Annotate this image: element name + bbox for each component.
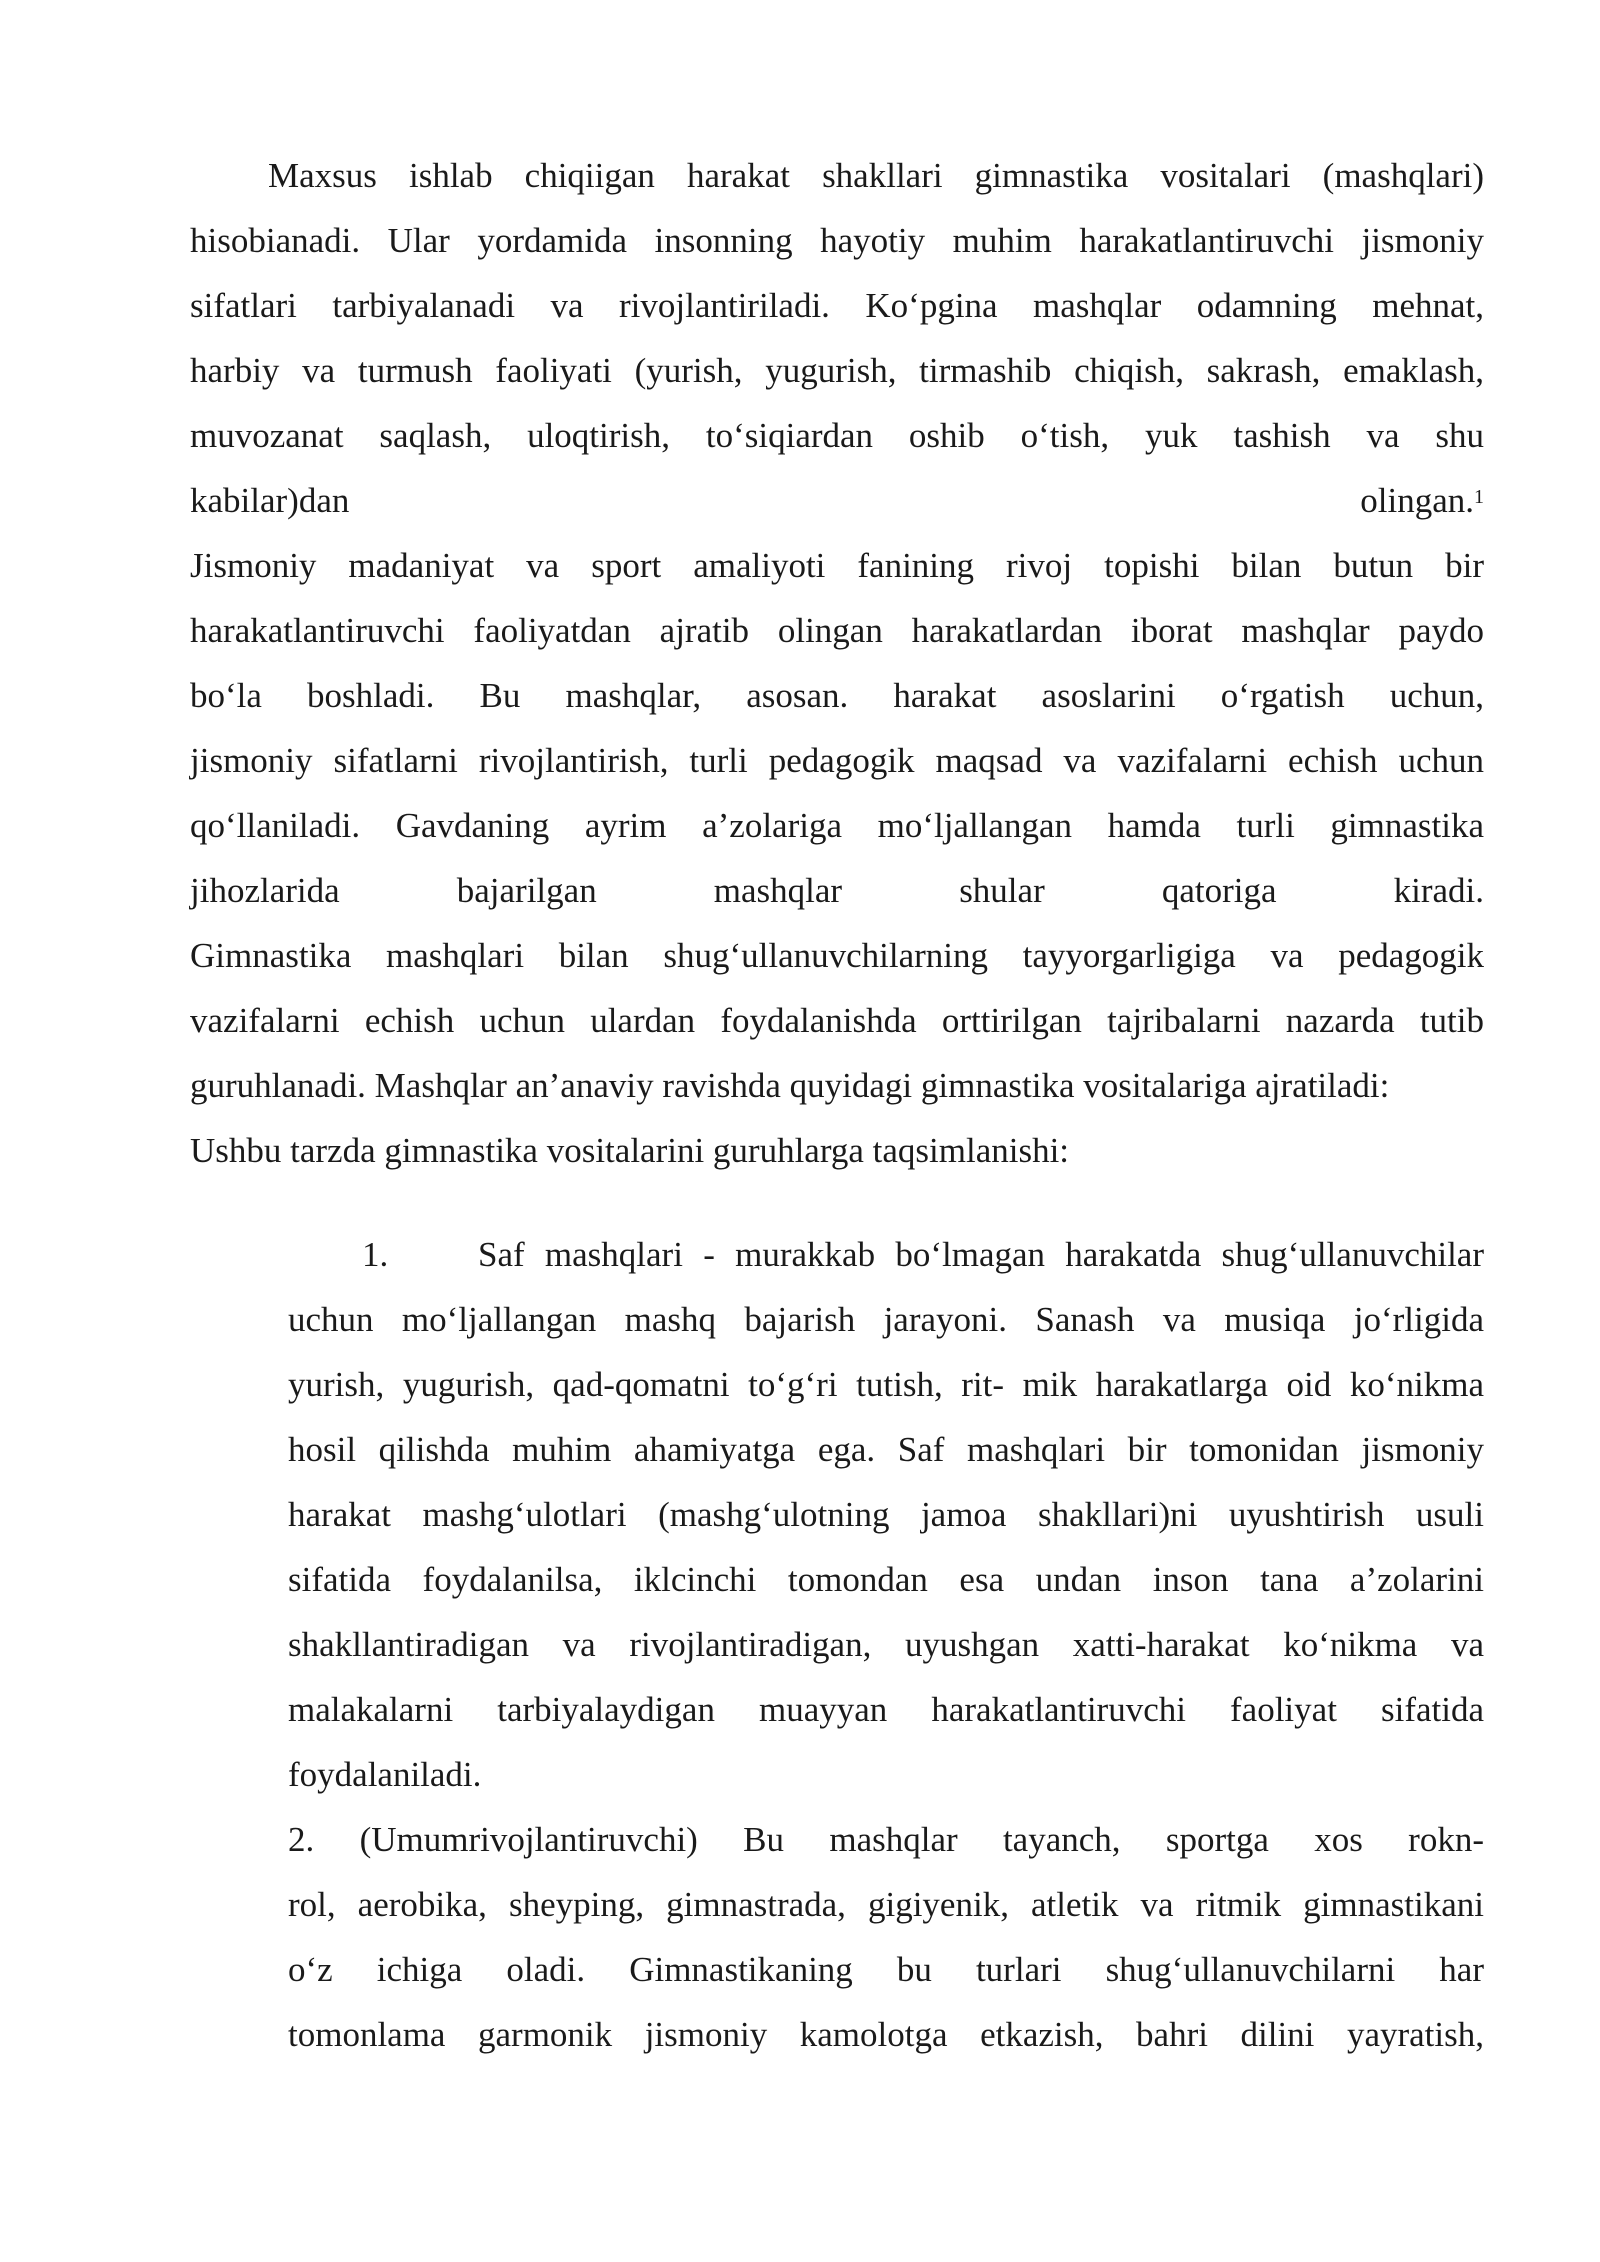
footnote-marker[interactable]: 1 xyxy=(1474,486,1484,508)
list-item-text: malakalarni tarbiyalaydigan muayyan harakatlantiruvchi faoliyat sifatida xyxy=(288,1690,1484,1729)
text-line: guruhlanadi. Mashqlar an’anaviy ravishda quyidagi gimnastika vositalariga ajratiladi: xyxy=(190,1066,1390,1105)
list-item-text: o‘z ichiga oladi. Gimnastikaning bu turlari shug‘ullanuvchilarni har xyxy=(288,1950,1484,1989)
text-line: harbiy va turmush faoliyati (yurish, yugurish, tirmashib chiqish, sakrash, emaklash, xyxy=(190,351,1484,390)
text-fragment: olingan. xyxy=(1360,481,1474,520)
text-line: sifatlari tarbiyalanadi va rivojlantiriladi. Ko‘pgina mashqlar odamning mehnat, xyxy=(190,286,1484,325)
text-line: vazifalarni echish uchun ulardan foydalanishda orttirilgan tajribalarni nazarda tutib xyxy=(190,1001,1484,1040)
list-item-text: uchun mo‘ljallangan mashq bajarish jarayoni. Sanash va musiqa jo‘rligida xyxy=(288,1300,1484,1339)
text-line: muvozanat saqlash, uloqtirish, to‘siqiardan oshib o‘tish, yuk tashish va shu xyxy=(190,416,1484,455)
text-line: Gimnastika mashqlari bilan shug‘ullanuvchilarning tayyorgarligiga va pedagogik xyxy=(190,936,1484,975)
text-line: qo‘llaniladi. Gavdaning ayrim a’zolariga mo‘ljallangan hamda turli gimnastika xyxy=(190,806,1484,845)
text-line-start: kabilar)dan xyxy=(190,481,350,520)
list-item-text: shakllantiradigan va rivojlantiradigan, uyushgan xatti-harakat ko‘nikma va xyxy=(288,1625,1484,1664)
text-line: Ushbu tarzda gimnastika vositalarini guruhlarga taqsimlanishi: xyxy=(190,1131,1070,1170)
text-line: jihozlarida bajarilgan mashqlar shular qatoriga kiradi. xyxy=(190,871,1484,910)
list-item-text: 2. (Umumrivojlantiruvchi) Bu mashqlar tayanch, sportga xos rokn- xyxy=(288,1820,1484,1859)
list-item-text: tomonlama garmonik jismoniy kamolotga etkazish, bahri dilini yayratish, xyxy=(288,2015,1484,2054)
list-item-text: harakat mashg‘ulotlari (mashg‘ulotning jamoa shakllari)ni uyushtirish usuli xyxy=(288,1495,1484,1534)
text-line: hisobianadi. Ular yordamida insonning hayotiy muhim harakatlantiruvchi jismoniy xyxy=(190,221,1484,260)
list-item-text: Saf mashqlari - murakkab bo‘lmagan harakatda shug‘ullanuvchilar xyxy=(478,1235,1484,1274)
text-line: bo‘la boshladi. Bu mashqlar, asosan. harakat asoslarini o‘rgatish uchun, xyxy=(190,676,1484,715)
text-line: harakatlantiruvchi faoliyatdan ajratib olingan harakatlardan iborat mashqlar paydo xyxy=(190,611,1484,650)
list-item-text: yurish, yugurish, qad-qomatni to‘g‘ri tutish, rit- mik harakatlarga oid ko‘nikma xyxy=(288,1365,1484,1404)
list-item-text: foydalaniladi. xyxy=(288,1755,482,1794)
list-item-text: sifatida foydalanilsa, iklcinchi tomondan esa undan inson tana a’zolarini xyxy=(288,1560,1484,1599)
text-line: Maxsus ishlab chiqiigan harakat shakllari gimnastika vositalari (mashqlari) xyxy=(268,156,1484,195)
text-line-end xyxy=(1360,481,1484,521)
list-item-text: hosil qilishda muhim ahamiyatga ega. Saf mashqlari bir tomonidan jismoniy xyxy=(288,1430,1484,1469)
list-item-number: 1. xyxy=(362,1235,389,1274)
list-item-text: rol, aerobika, sheyping, gimnastrada, gigiyenik, atletik va ritmik gimnastikani xyxy=(288,1885,1484,1924)
text-line: Jismoniy madaniyat va sport amaliyoti fanining rivoj topishi bilan butun bir xyxy=(190,546,1484,585)
text-line: jismoniy sifatlarni rivojlantirish, turli pedagogik maqsad va vazifalarni echish uchun xyxy=(190,741,1484,780)
